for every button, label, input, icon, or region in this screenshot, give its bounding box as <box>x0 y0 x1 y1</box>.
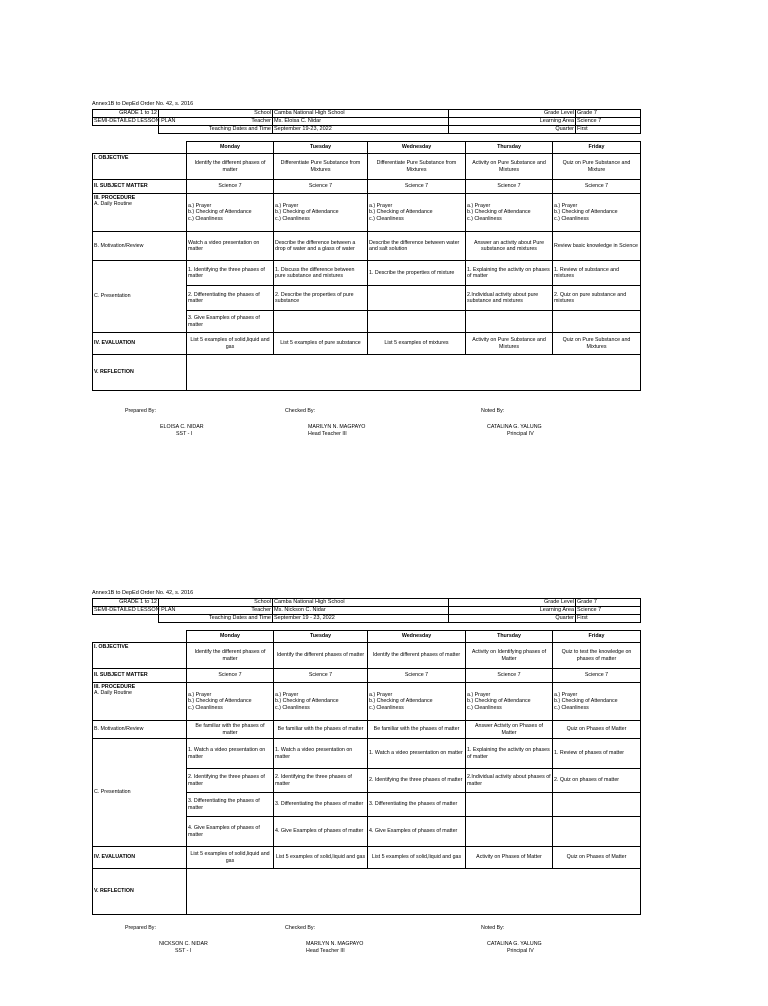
lesson-plan-2 <box>92 0 640 1006</box>
row-label-reflection: V. REFLECTION <box>93 869 187 915</box>
presentation-cell: 2. Identifying the three phases of matter <box>187 769 274 793</box>
signatory-name: MARILYN N. MAGPAYO <box>308 424 366 430</box>
evaluation-cell: Activity on Phases of Matter <box>466 847 553 869</box>
subject-cell: Science 7 <box>187 669 274 683</box>
routine-cell: a.) Prayer b.) Checking of Attendance c.) Cleanliness <box>368 683 466 721</box>
evaluation-cell: Quiz on Phases of Matter <box>553 847 641 869</box>
presentation-cell: 1. Discuss the difference between pure substance and mixtures <box>274 261 368 286</box>
objective-cell: Quiz on Pure Substance and Mixture <box>553 154 641 180</box>
teacher-value: Ms. Nickson C. Nidar <box>273 607 449 615</box>
motivation-cell: Be familiar with the phases of matter <box>274 721 368 739</box>
signatory-title: SST - I <box>176 431 193 437</box>
evaluation-cell: List 5 examples of mixtures <box>368 333 466 355</box>
presentation-cell: 2. Differentiating the phases of matter <box>187 286 274 311</box>
presentation-cell: 1. Watch a video presentation on matter <box>368 739 466 769</box>
signatory-name: CATALINA G. YALUNG <box>487 941 542 947</box>
motivation-cell: Describe the difference between a drop of water and a glass of water <box>274 232 368 261</box>
presentation-cell: 2.Individual activity about pure substance and mixtures <box>466 286 553 311</box>
signatory-title: Principal IV <box>507 431 534 437</box>
objective-cell: Identify the different phases of matter <box>368 643 466 669</box>
dates-value: September 19-23, 2022 <box>273 126 449 134</box>
prepared-by-label: Prepared By: <box>125 408 156 414</box>
presentation-cell: 2. Quiz on pure substance and mixtures <box>553 286 641 311</box>
prepared-by-label: Prepared By: <box>125 925 156 931</box>
teacher-label: Teacher <box>159 607 273 615</box>
grade-level-value: Grade 7 <box>576 110 641 118</box>
grade-label: GRADE 1 to 12 <box>93 599 159 607</box>
learning-area-value: Science 7 <box>576 118 641 126</box>
presentation-cell: 1. Watch a video presentation on matter <box>274 739 368 769</box>
subject-cell: Science 7 <box>368 180 466 194</box>
presentation-cell: 1. Explaining the activity on phases of matter <box>466 739 553 769</box>
checked-by-label: Checked By: <box>285 925 316 931</box>
routine-cell: a.) Prayer b.) Checking of Attendance c.) Cleanliness <box>553 683 641 721</box>
presentation-cell: 1. Explaining the activity on phases of matter <box>466 261 553 286</box>
subject-cell: Science 7 <box>466 669 553 683</box>
teacher-label: Teacher <box>159 118 273 126</box>
dates-label: Teaching Dates and Time <box>159 615 273 623</box>
teacher-value: Ms. Eloisa C. Nidar <box>273 118 449 126</box>
signatory-prepared <box>159 941 208 955</box>
school-value: Camba National High School <box>273 110 449 118</box>
day-monday: Monday <box>187 631 274 643</box>
presentation-cell: 4. Give Examples of phases of matter <box>187 817 274 847</box>
evaluation-cell: List 5 examples of solid,liquid and gas <box>187 333 274 355</box>
weekly-plan-table <box>92 630 641 915</box>
presentation-cell <box>553 793 641 817</box>
row-label-evaluation: IV. EVALUATION <box>93 847 187 869</box>
grade-level-label: Grade Level <box>449 599 576 607</box>
evaluation-cell: List 5 examples of solid,liquid and gas <box>368 847 466 869</box>
noted-by-label: Noted By: <box>481 408 505 414</box>
presentation-cell: 1. Review of substance and mixtures <box>553 261 641 286</box>
row-label-daily-routine: A. Daily Routine <box>94 201 132 208</box>
objective-cell: Differentiate Pure Substance from Mixtures <box>368 154 466 180</box>
routine-cell: a.) Prayer b.) Checking of Attendance c.) Cleanliness <box>466 683 553 721</box>
learning-area-label: Learning Area <box>449 118 576 126</box>
signatory-title: SST - I <box>175 948 192 954</box>
checked-by-label: Checked By: <box>285 408 316 414</box>
objective-cell: Identify the different phases of matter <box>274 643 368 669</box>
signatory-title: Head Teacher III <box>306 948 345 954</box>
subject-cell: Science 7 <box>368 669 466 683</box>
motivation-cell: Be familiar with the phases of matter <box>187 721 274 739</box>
dates-value: September 19 - 23, 2022 <box>273 615 449 623</box>
objective-cell: Differentiate Pure Substance from Mixtures <box>274 154 368 180</box>
plan-type-label: SEMI-DETAILED LESSON PLAN <box>94 607 176 613</box>
learning-area-label: Learning Area <box>449 607 576 615</box>
presentation-cell: 1. Identifying the three phases of matter <box>187 261 274 286</box>
row-label-procedure: III. PROCEDURE <box>94 195 136 201</box>
reflection-cell <box>187 869 641 915</box>
routine-cell: a.) Prayer b.) Checking of Attendance c.) Cleanliness <box>466 194 553 232</box>
evaluation-cell: List 5 examples of pure substance <box>274 333 368 355</box>
motivation-cell: Answer Activity on Phases of Matter <box>466 721 553 739</box>
procedure-label-cell <box>93 683 187 721</box>
routine-cell: a.) Prayer b.) Checking of Attendance c.) Cleanliness <box>274 683 368 721</box>
day-tuesday: Tuesday <box>274 631 368 643</box>
presentation-cell <box>466 817 553 847</box>
row-label-subject-matter: II. SUBJECT MATTER <box>93 180 187 194</box>
quarter-value: First <box>576 615 641 623</box>
motivation-cell: Answer an activity about Pure substance and mixtures <box>466 232 553 261</box>
row-label-reflection: V. REFLECTION <box>93 355 187 391</box>
objective-cell: Quiz to test the knowledge on phases of matter <box>553 643 641 669</box>
day-wednesday: Wednesday <box>368 142 466 154</box>
grade-level-label: Grade Level <box>449 110 576 118</box>
signatory-name: CATALINA G. YALUNG <box>487 424 542 430</box>
row-label-presentation: C. Presentation <box>93 261 187 333</box>
routine-cell: a.) Prayer b.) Checking of Attendance c.) Cleanliness <box>274 194 368 232</box>
learning-area-value: Science 7 <box>576 607 641 615</box>
plan-header-table <box>92 598 641 623</box>
quarter-label: Quarter <box>449 126 576 134</box>
row-label-daily-routine: A. Daily Routine <box>94 690 132 697</box>
presentation-cell: 1. Describe the properties of mixture <box>368 261 466 286</box>
presentation-cell: 3. Differentiating the phases of matter <box>368 793 466 817</box>
row-label-subject-matter: II. SUBJECT MATTER <box>93 669 187 683</box>
presentation-cell: 3. Give Examples of phases of matter <box>187 311 274 333</box>
motivation-cell: Be familiar with the phases of matter <box>368 721 466 739</box>
day-thursday: Thursday <box>466 142 553 154</box>
noted-by-label: Noted By: <box>481 925 505 931</box>
presentation-cell: 1. Watch a video presentation on matter <box>187 739 274 769</box>
presentation-cell: 4. Give Examples of phases of matter <box>368 817 466 847</box>
day-thursday: Thursday <box>466 631 553 643</box>
row-label-procedure: III. PROCEDURE <box>94 684 136 690</box>
evaluation-cell: List 5 examples of solid,liquid and gas <box>187 847 274 869</box>
signatory-title: Head Teacher III <box>308 431 347 437</box>
routine-cell: a.) Prayer b.) Checking of Attendance c.) Cleanliness <box>553 194 641 232</box>
presentation-cell: 2. Identifying the three phases of matter <box>274 769 368 793</box>
row-label-motivation: B. Motivation/Review <box>93 232 187 261</box>
objective-cell: Activity on Identifying phases of Matter <box>466 643 553 669</box>
plan-type-label: SEMI-DETAILED LESSON PLAN <box>94 118 176 124</box>
annex-reference: Annex1B to DepEd Order No. 42, s. 2016 <box>92 101 194 107</box>
signatory-name: ELOISA C. NIDAR <box>160 424 204 430</box>
subject-cell: Science 7 <box>187 180 274 194</box>
motivation-cell: Quiz on Phases of Matter <box>553 721 641 739</box>
evaluation-cell: Quiz on Pure Substance and Mixtures <box>553 333 641 355</box>
quarter-value: First <box>576 126 641 134</box>
motivation-cell: Watch a video presentation on matter <box>187 232 274 261</box>
presentation-cell: 2. Identifying the three phases of matter <box>368 769 466 793</box>
motivation-cell: Review basic knowledge in Science <box>553 232 641 261</box>
grade-level-value: Grade 7 <box>576 599 641 607</box>
presentation-cell: 2.Individual activity about phases of matter <box>466 769 553 793</box>
evaluation-cell: Activity on Pure Substance and Mixtures <box>466 333 553 355</box>
day-tuesday: Tuesday <box>274 142 368 154</box>
routine-cell: a.) Prayer b.) Checking of Attendance c.) Cleanliness <box>187 194 274 232</box>
presentation-cell <box>466 793 553 817</box>
presentation-cell: 2. Quiz on phases of matter <box>553 769 641 793</box>
objective-cell: Identify the different phases of matter <box>187 154 274 180</box>
grade-label: GRADE 1 to 12 <box>93 110 159 118</box>
dates-label: Teaching Dates and Time <box>159 126 273 134</box>
row-label-objective: I. OBJECTIVE <box>93 643 187 669</box>
objective-cell: Identify the different phases of matter <box>187 643 274 669</box>
day-monday: Monday <box>187 142 274 154</box>
subject-cell: Science 7 <box>274 669 368 683</box>
row-label-evaluation: IV. EVALUATION <box>93 333 187 355</box>
row-label-motivation: B. Motivation/Review <box>93 721 187 739</box>
school-label: School <box>159 110 273 118</box>
presentation-cell: 4. Give Examples of phases of matter <box>274 817 368 847</box>
day-friday: Friday <box>553 631 641 643</box>
signatory-checked <box>306 941 363 955</box>
row-label-presentation: C. Presentation <box>93 739 187 847</box>
subject-cell: Science 7 <box>553 669 641 683</box>
signatory-name: NICKSON C. NIDAR <box>159 941 208 947</box>
routine-cell: a.) Prayer b.) Checking of Attendance c.) Cleanliness <box>187 683 274 721</box>
presentation-cell: 3. Differentiating the phases of matter <box>274 793 368 817</box>
signatory-title: Principal IV <box>507 948 534 954</box>
presentation-cell: 1. Review of phases of matter <box>553 739 641 769</box>
annex-reference: Annex1B to DepEd Order No. 42, s. 2016 <box>92 590 194 596</box>
quarter-label: Quarter <box>449 615 576 623</box>
school-value: Camba National High School <box>273 599 449 607</box>
presentation-cell <box>553 817 641 847</box>
motivation-cell: Describe the difference between water and salt solution <box>368 232 466 261</box>
subject-cell: Science 7 <box>466 180 553 194</box>
signatory-name: MARILYN N. MAGPAYO <box>306 941 364 947</box>
school-label: School <box>159 599 273 607</box>
presentation-cell: 3. Differentiating the phases of matter <box>187 793 274 817</box>
evaluation-cell: List 5 examples of solid,liquid and gas <box>274 847 368 869</box>
subject-cell: Science 7 <box>553 180 641 194</box>
subject-cell: Science 7 <box>274 180 368 194</box>
presentation-cell: 2. Describe the properties of pure substance <box>274 286 368 311</box>
day-friday: Friday <box>553 142 641 154</box>
signatory-noted <box>487 941 542 955</box>
routine-cell: a.) Prayer b.) Checking of Attendance c.) Cleanliness <box>368 194 466 232</box>
objective-cell: Activity on Pure Substance and Mixtures <box>466 154 553 180</box>
day-wednesday: Wednesday <box>368 631 466 643</box>
row-label-objective: I. OBJECTIVE <box>93 154 187 180</box>
